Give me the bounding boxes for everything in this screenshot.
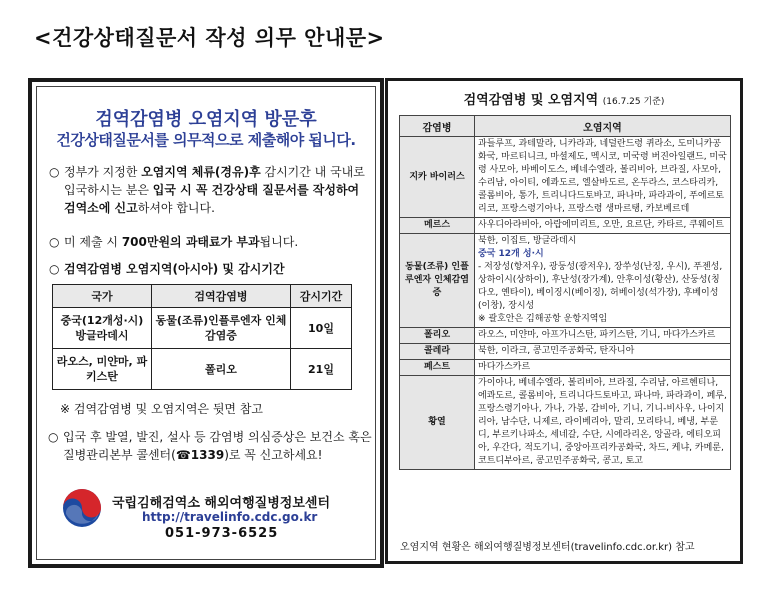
para2-text-b: 700만원의 과태료가 부과: [121, 235, 260, 249]
para1-text-c: 감시기간 내 국내로 입국하시는 분은: [64, 165, 365, 197]
contamination-table: [399, 115, 731, 470]
organization-name: 국립김해검역소 해외여행질병정보센터: [112, 496, 331, 511]
para2-text-c: 됩니다.: [259, 235, 299, 249]
table-row: [400, 234, 731, 328]
cell-areas: [475, 234, 731, 328]
cell-country: 라오스, 미얀마, 파키스탄: [53, 349, 152, 390]
para1-text-b: 오염지역 체류(경유)후: [141, 165, 261, 179]
notice-heading: 검역감염병 오염지역 방문후: [95, 109, 317, 130]
contamination-footer: 오염지역 현황은 해외여행질병정보센터(travelinfo.cdc.or.kr) 참고: [400, 542, 695, 553]
column-header-areas: 오염지역: [475, 116, 731, 137]
areas-line-2: 중국 12개 성·시: [478, 249, 544, 259]
contamination-title-text: 검역감염병 및 오염지역: [463, 93, 599, 108]
page-title: <건강상태질문서 작성 의무 안내문>: [34, 26, 385, 50]
contamination-panel: [385, 78, 743, 564]
cell-disease: 동물(조류)인플루엔자 인체감염증: [152, 308, 291, 349]
notice-note: ※ 검역감염병 및 오염지역은 뒷면 참고: [60, 402, 264, 416]
cell-disease: 동물(조류) 인플루엔자 인체감염증: [400, 234, 475, 328]
cell-disease: 폴리오: [152, 349, 291, 390]
column-header-period: 감시기간: [291, 285, 352, 308]
para1-text-d: 입국 시 꼭 건강상태 질문서를 작성하여 검역소에 신고: [64, 183, 360, 215]
table-row: [400, 137, 731, 218]
cell-period: 10일: [291, 308, 352, 349]
notice-panel: [28, 78, 384, 568]
para3-text: 검역감염병 오염지역(아시아) 및 감시기간: [64, 262, 285, 276]
contamination-title-date: (16.7.25 기준): [602, 97, 665, 107]
circle-bullet-icon: ○: [49, 235, 60, 249]
circle-bullet-icon: ○: [48, 430, 59, 444]
para4-text-c: )로 꼭 신고하세요!: [224, 448, 323, 462]
circle-bullet-icon: ○: [49, 262, 60, 276]
column-header-country: 국가: [53, 285, 152, 308]
areas-line-1: 북한, 이집트, 방글라데시: [478, 236, 577, 246]
cell-areas: 가이아나, 베네수엘라, 볼리비아, 브라질, 수리남, 아르헨티나, 에콰도르, 콜롬비아, 트리니다드토바고, 파나마, 파라과이, 페루, 프랑스령기아나, 가나, 가봉, 감비아, 기니, 기니-비사우, 나이지리아, 남수단, 니제르, 라이베리아, 말리, 모리타니, 베냉, 부룬디, 부르키나파소, 세네갈, 수단, 시에라리온, 앙골라, 에티오피아, 우간다, 적도기니, 중앙아프리카공화국, 차드, 케냐, 카메룬, 코트디부아르, 콩고민주공화국, 콩고, 토고: [475, 376, 731, 470]
cell-disease: 콜레라: [400, 344, 475, 360]
notice-subheading: 건강상태질문서를 의무적으로 제출해야 됩니다.: [56, 131, 356, 149]
surveillance-table: [52, 284, 352, 390]
cell-period: 21일: [291, 349, 352, 390]
cell-disease: 메르스: [400, 218, 475, 234]
para1-text-a: 정부가 지정한: [64, 165, 142, 179]
areas-line-3: - 저장성(항저우), 광둥성(광저우), 장쑤성(난징, 우시), 푸젠성, 상하이시(상하이), 후난성(장가계), 안후이성(황산), 산둥성(칭다오, 옌타이), 베이징시(베이징), 허베이성(석가장), 후베이성(이창), 장시성: [478, 262, 723, 311]
cell-areas: 라오스, 미얀마, 아프가니스탄, 파키스탄, 기니, 마다가스카르: [475, 328, 731, 344]
para2-text-a: 미 제출 시: [64, 235, 122, 249]
government-logo: [62, 488, 102, 528]
cell-disease: 지카 바이러스: [400, 137, 475, 218]
table-row: [400, 376, 731, 470]
circle-bullet-icon: ○: [49, 165, 60, 179]
cell-country: 중국(12개성·시) 방글라데시: [53, 308, 152, 349]
cell-disease: 황열: [400, 376, 475, 470]
cell-areas: 과들루프, 과테말라, 니카라과, 네덜란드령 퀴라소, 도미니카공화국, 마르티니크, 마셜제도, 멕시코, 미국령 버진아일랜드, 미국령 사모아, 바베이도스, 베네수엘라, 볼리비아, 브라질, 사모아, 수리남, 아이티, 에콰도르, 엘살바도르, 온두라스, 코스타리카, 콜롬비아, 통가, 트리니다드토바고, 파나마, 파라과이, 푸에르토리코, 프랑스령기아나, 프랑스령 생마르탱, 카보베르데: [475, 137, 731, 218]
column-header-disease: 검역감염병: [152, 285, 291, 308]
table-row: [53, 349, 352, 390]
areas-line-4: ※ 괄호안은 김해공항 운항지역임: [478, 314, 608, 324]
notice-paragraph-4: [48, 428, 373, 464]
table-row: [53, 308, 352, 349]
table-row: [400, 360, 731, 376]
notice-paragraph-3: [49, 260, 374, 278]
para4-text-a: 입국 후 발열, 발진, 설사 등 감염병 의심증상은 보건소 혹은 질병관리본부 콜센터(: [63, 430, 372, 462]
cell-areas: 마다가스카르: [475, 360, 731, 376]
para1-text-e: 하셔야 합니다.: [137, 201, 215, 215]
table-row: [400, 328, 731, 344]
cell-areas: 북한, 이라크, 콩고민주공화국, 탄자니아: [475, 344, 731, 360]
phone-number: 051-973-6525: [165, 526, 279, 541]
cell-disease: 페스트: [400, 360, 475, 376]
contamination-title: [388, 89, 740, 108]
column-header-disease: 감염병: [400, 116, 475, 137]
para4-text-b: ☎1339: [175, 448, 225, 462]
table-row: [400, 218, 731, 234]
cell-disease: 폴리오: [400, 328, 475, 344]
website-link[interactable]: http://travelinfo.cdc.go.kr: [142, 510, 318, 524]
notice-paragraph-1: [49, 163, 374, 217]
notice-paragraph-2: [49, 233, 374, 251]
table-row: [400, 344, 731, 360]
cell-areas: 사우디아라비아, 아랍에미리트, 오만, 요르단, 카타르, 쿠웨이트: [475, 218, 731, 234]
